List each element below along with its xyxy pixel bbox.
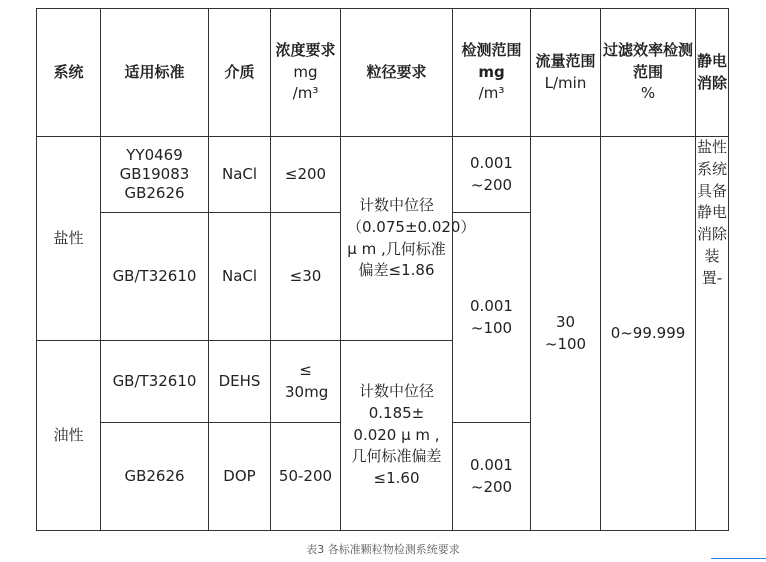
header-range	[453, 9, 531, 137]
cell-salt-range-2: 0.001 ~100	[453, 213, 531, 423]
header-medium: 介质	[209, 9, 271, 137]
header-efficiency-unit: %	[640, 84, 656, 103]
cell-salt-range-1: 0.001 ~200	[453, 137, 531, 213]
cell-salt-conc-1: ≤200	[271, 137, 341, 213]
cell-salt-system: 盐性	[37, 137, 101, 341]
header-range-title: 检测范围 mg	[461, 40, 522, 81]
cell-oil-conc-2: 50-200	[271, 423, 341, 531]
header-flow-title: 流量范围	[535, 51, 596, 70]
cell-oil-particle: 计数中位径0.185± 0.020 μ m , 几何标准偏差≤1.60	[341, 341, 453, 531]
header-efficiency-title: 过滤效率检测范围	[602, 40, 693, 81]
cell-oil-system: 油性	[37, 341, 101, 531]
cell-salt-particle: 计数中位径（0.075±0.020）μ m ,几何标准偏差≤1.86	[341, 137, 453, 341]
cell-oil-conc-1: ≤ 30mg	[271, 341, 341, 423]
header-standard: 适用标准	[101, 9, 209, 137]
cell-oil-medium-1: DEHS	[209, 341, 271, 423]
cell-oil-standard-1: GB/T32610	[101, 341, 209, 423]
header-flow-unit: L/min	[544, 73, 587, 92]
cell-oil-standard-2: GB2626	[101, 423, 209, 531]
header-concentration-title: 浓度要求	[275, 40, 336, 59]
cell-static: 盐性系统具备静电消除装置-	[696, 137, 729, 531]
cell-salt-medium-1: NaCl	[209, 137, 271, 213]
header-concentration-unit-1: mg	[293, 62, 318, 81]
header-particle-size: 粒径要求	[341, 9, 453, 137]
table-row	[37, 137, 729, 213]
header-concentration	[271, 9, 341, 137]
caption-underline	[711, 558, 766, 559]
header-efficiency	[601, 9, 696, 137]
cell-oil-range-2: 0.001 ~200	[453, 423, 531, 531]
cell-salt-standard-1: YY0469 GB19083 GB2626	[101, 137, 209, 213]
cell-flow: 30 ~100	[531, 137, 601, 531]
cell-salt-standard-2: GB/T32610	[101, 213, 209, 341]
cell-salt-conc-2: ≤30	[271, 213, 341, 341]
header-flow	[531, 9, 601, 137]
header-static: 静电消除	[696, 9, 729, 137]
header-range-unit: /m³	[478, 84, 505, 103]
spec-table	[36, 8, 729, 531]
table-caption: 表3 各标准颗粒物检测系统要求	[306, 543, 460, 556]
cell-efficiency: 0~99.999	[601, 137, 696, 531]
cell-salt-medium-2: NaCl	[209, 213, 271, 341]
header-row	[37, 9, 729, 137]
cell-oil-medium-2: DOP	[209, 423, 271, 531]
header-concentration-unit-2: /m³	[292, 84, 319, 103]
header-system: 系统	[37, 9, 101, 137]
